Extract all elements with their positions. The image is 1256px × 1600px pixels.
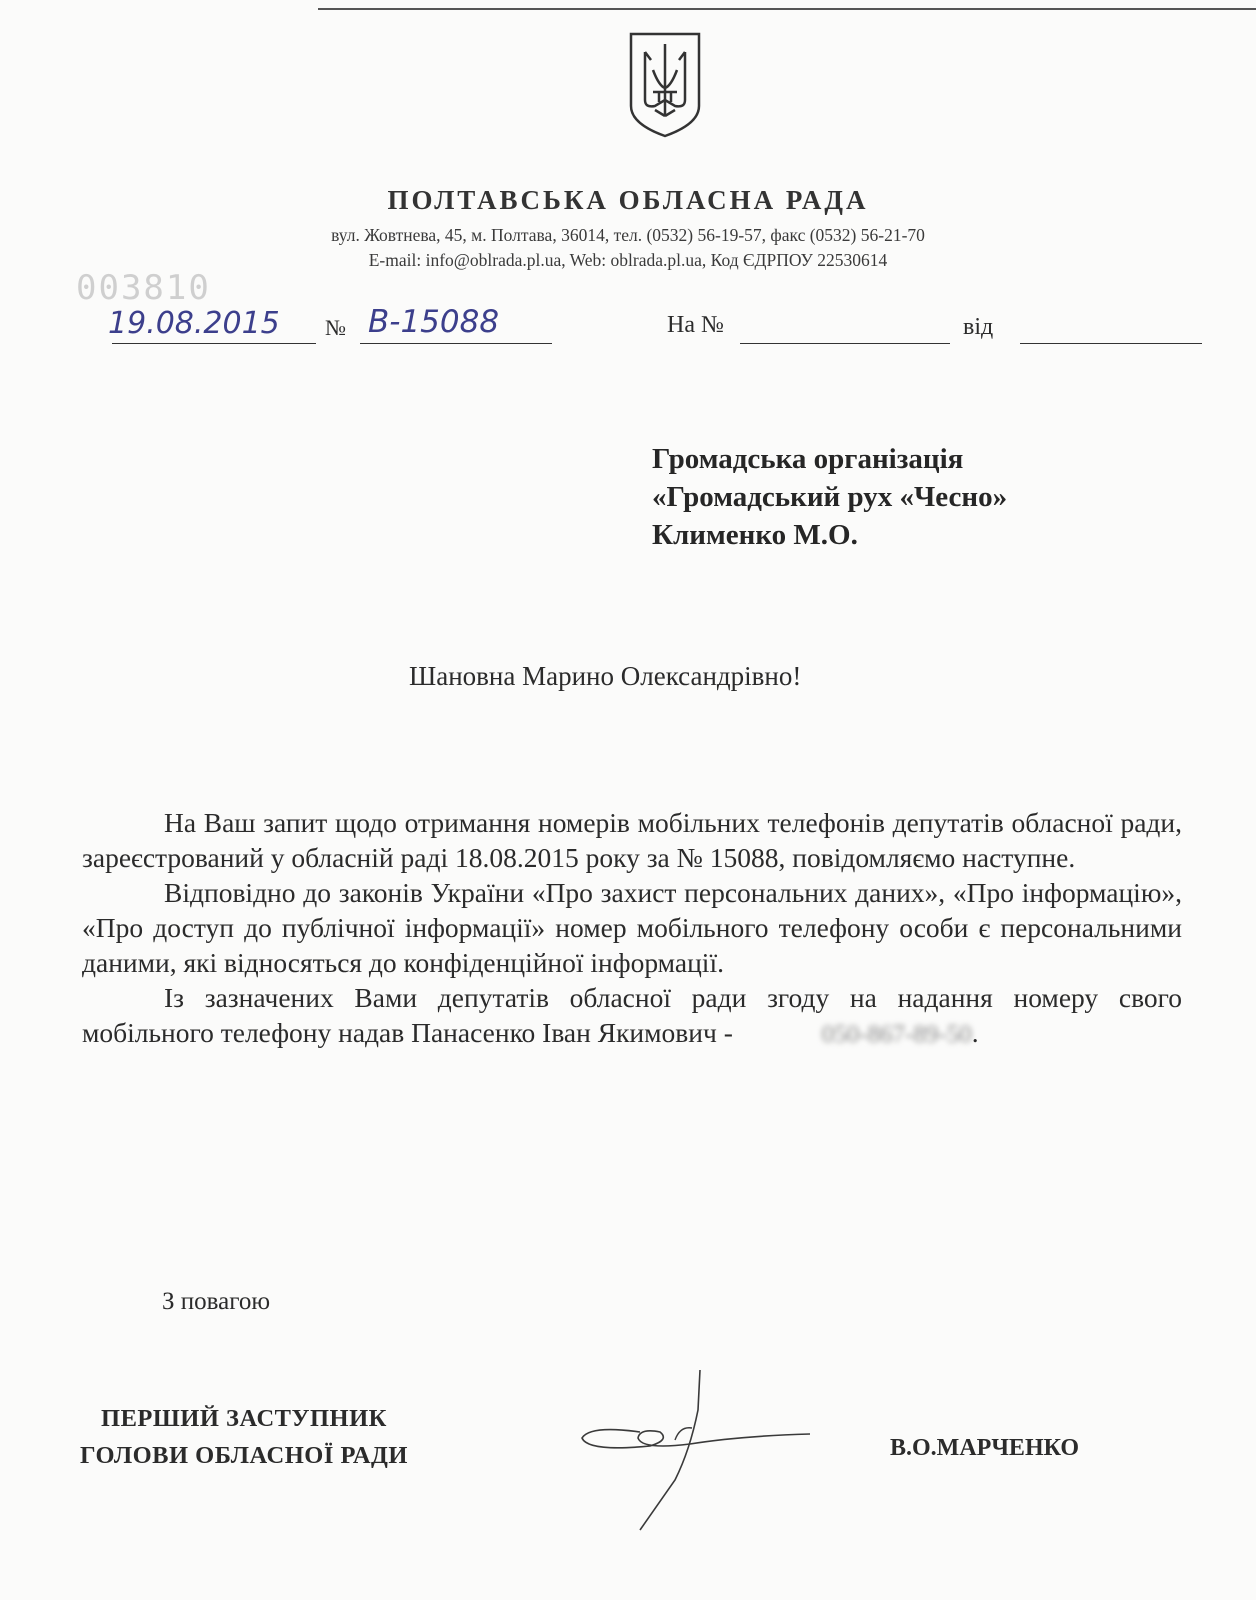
outgoing-number: В-15088 bbox=[368, 304, 500, 340]
recipient-org: Громадська організація bbox=[652, 443, 964, 475]
paragraph: Відповідно до законів України «Про захист персональних даних», «Про інформацію», «Про доступ до публічної інформації» номер мобільного телефону особи є персональними даними, які відносяться до конфіденційної інформації. bbox=[82, 877, 1182, 978]
recipient-block bbox=[652, 440, 1007, 554]
redacted-phone: 050-867-89-50 bbox=[821, 1021, 972, 1048]
signer-name: В.О.МАРЧЕНКО bbox=[890, 1435, 1080, 1461]
letter-body bbox=[82, 805, 1182, 1052]
signer-title-line2: ГОЛОВИ ОБЛАСНОЇ РАДИ bbox=[80, 1442, 408, 1469]
closing: З повагою bbox=[162, 1288, 271, 1315]
signer-title bbox=[80, 1400, 408, 1474]
signer-title-line1: ПЕРШИЙ ЗАСТУПНИК bbox=[101, 1405, 387, 1432]
paragraph-end: . bbox=[971, 1017, 979, 1048]
org-name: ПОЛТАВСЬКА ОБЛАСНА РАДА bbox=[387, 185, 869, 215]
paragraph bbox=[82, 980, 1182, 1052]
from-date-label: від bbox=[963, 314, 994, 340]
recipient-movement: «Громадський рух «Чесно» bbox=[652, 481, 1008, 513]
address-line: вул. Жовтнева, 45, м. Полтава, 36014, тел. (0532) 56-19-57, факс (0532) 56-21-70 bbox=[331, 225, 925, 245]
incoming-number-label: На № bbox=[667, 312, 724, 338]
page-edge-line bbox=[318, 8, 1256, 10]
number-underline bbox=[360, 343, 552, 344]
paragraph: На Ваш запит щодо отримання номерів мобільних телефонів депутатів обласної ради, зареєстрований у обласній раді 18.08.2015 року за № 15088, повідомляємо наступне. bbox=[82, 807, 1182, 873]
number-label: № bbox=[325, 315, 346, 340]
coat-of-arms-icon bbox=[625, 30, 705, 140]
paragraph-text: Із зазначених Вами депутатів обласної ради згоду на надання номеру свого мобільного телефону надав Панасенко Іван Якимович - bbox=[82, 982, 1182, 1048]
outgoing-date: 19.08.2015 bbox=[108, 306, 280, 341]
contacts-line: E-mail: info@oblrada.pl.ua, Web: oblrada.pl.ua, Код ЄДРПОУ 22530614 bbox=[368, 250, 888, 270]
greeting: Шановна Марино Олександрівно! bbox=[409, 661, 802, 691]
recipient-person: Клименко М.О. bbox=[652, 519, 858, 551]
incoming-number-blank bbox=[740, 343, 950, 344]
date-underline bbox=[112, 343, 316, 344]
stamp-number: 003810 bbox=[76, 268, 211, 308]
from-date-blank bbox=[1020, 343, 1202, 344]
handwritten-signature bbox=[580, 1370, 840, 1540]
